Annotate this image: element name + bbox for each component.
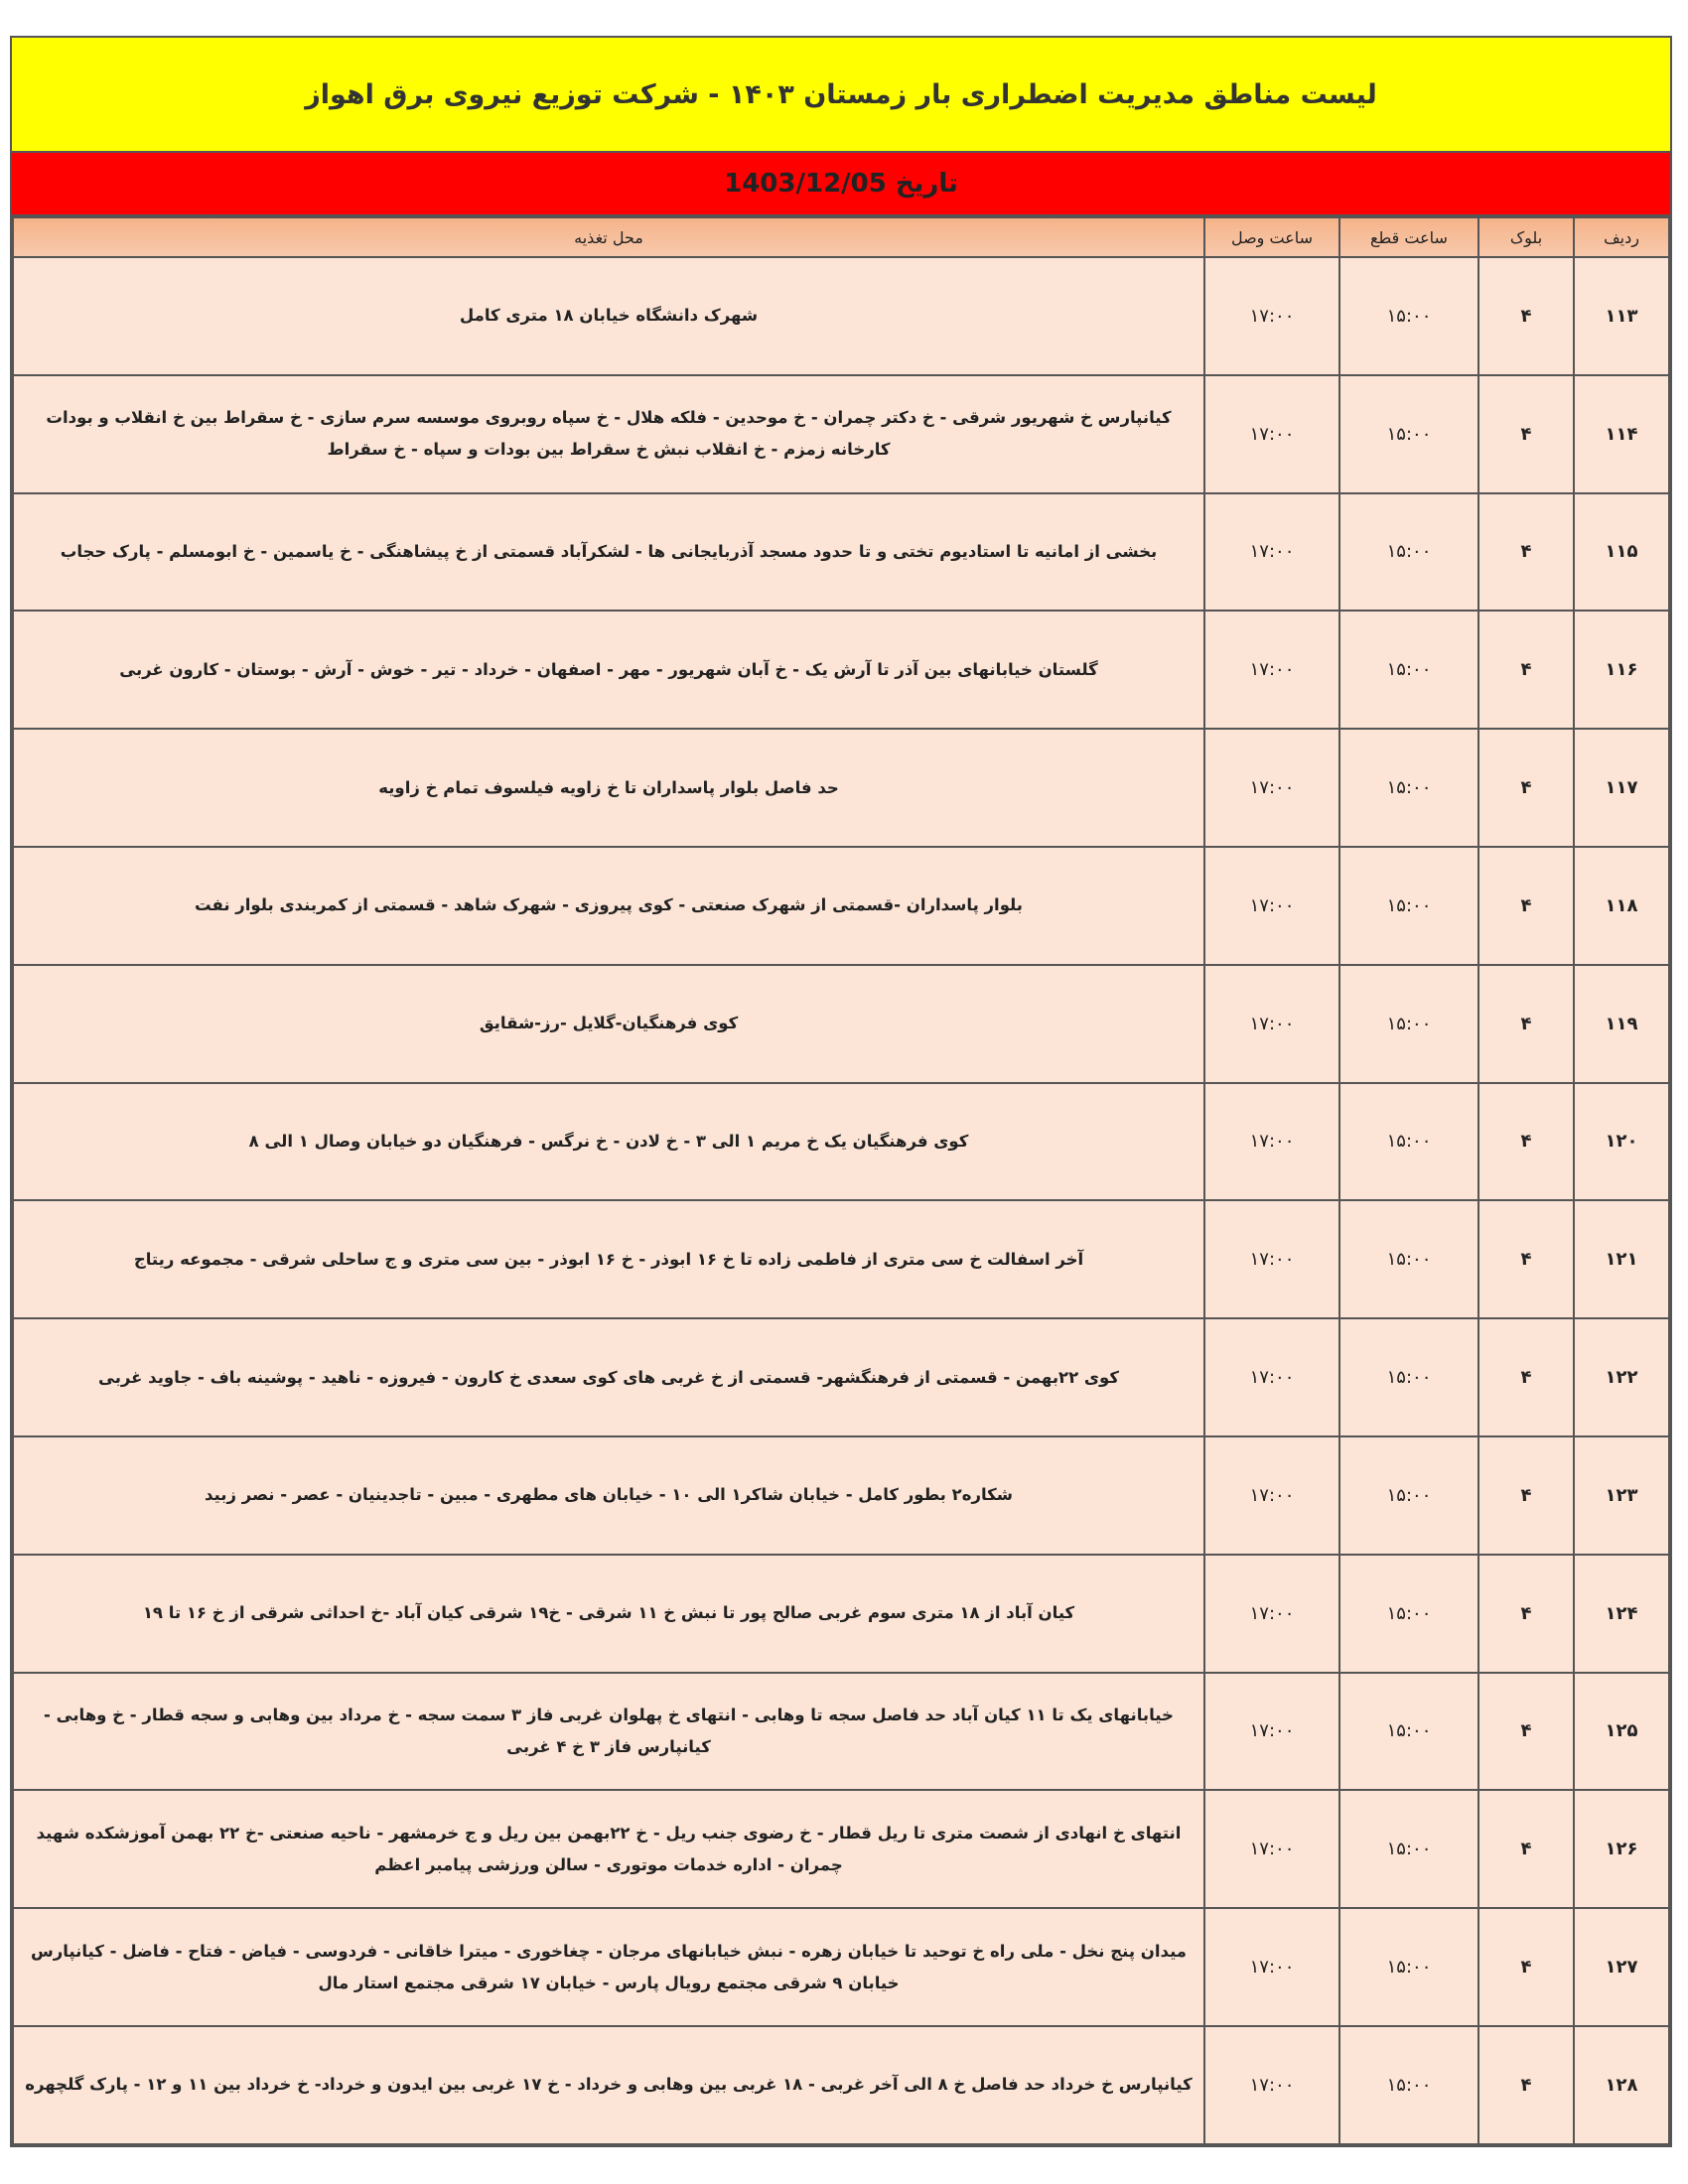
location-cell: کوی فرهنگیان یک خ مریم ۱ الی ۳ - خ لادن - خ نرگس - فرهنگیان دو خیابان وصال ۱ الی ۸ (13, 1083, 1204, 1201)
outage-sheet (10, 36, 1672, 2147)
block-cell: ۴ (1478, 257, 1574, 375)
table-row (13, 1200, 1669, 1318)
header-connect-time: ساعت وصل (1204, 217, 1339, 257)
connect-time-cell: ۱۷:۰۰ (1204, 1200, 1339, 1318)
connect-time-cell: ۱۷:۰۰ (1204, 1083, 1339, 1201)
connect-time-cell: ۱۷:۰۰ (1204, 729, 1339, 847)
cut-time-cell: ۱۵:۰۰ (1339, 1083, 1478, 1201)
cut-time-cell: ۱۵:۰۰ (1339, 729, 1478, 847)
cut-time-cell: ۱۵:۰۰ (1339, 1790, 1478, 1908)
row-number-cell: ۱۱۵ (1574, 493, 1669, 612)
header-row-number: ردیف (1574, 217, 1669, 257)
cut-time-cell: ۱۵:۰۰ (1339, 1908, 1478, 2026)
location-cell: کیان آباد از ۱۸ متری سوم غربی صالح پور تا نبش خ ۱۱ شرقی - خ۱۹ شرقی کیان آباد -خ احداثی شرقی از خ ۱۶ تا ۱۹ (13, 1555, 1204, 1673)
connect-time-cell: ۱۷:۰۰ (1204, 847, 1339, 965)
cut-time-cell: ۱۵:۰۰ (1339, 1555, 1478, 1673)
table-header-row (13, 217, 1669, 257)
table-row (13, 493, 1669, 612)
row-number-cell: ۱۱۹ (1574, 965, 1669, 1083)
block-cell: ۴ (1478, 375, 1574, 493)
block-cell: ۴ (1478, 2026, 1574, 2144)
row-number-cell: ۱۲۴ (1574, 1555, 1669, 1673)
connect-time-cell: ۱۷:۰۰ (1204, 493, 1339, 612)
block-cell: ۴ (1478, 1555, 1574, 1673)
connect-time-cell: ۱۷:۰۰ (1204, 1555, 1339, 1673)
block-cell: ۴ (1478, 847, 1574, 965)
location-cell: حد فاصل بلوار پاسداران تا خ زاویه فیلسوف تمام خ زاویه (13, 729, 1204, 847)
row-number-cell: ۱۲۱ (1574, 1200, 1669, 1318)
cut-time-cell: ۱۵:۰۰ (1339, 1200, 1478, 1318)
location-cell: کوی فرهنگیان-گلایل -رز-شقایق (13, 965, 1204, 1083)
cut-time-cell: ۱۵:۰۰ (1339, 1436, 1478, 1555)
table-row (13, 1555, 1669, 1673)
table-row (13, 257, 1669, 375)
table-row (13, 729, 1669, 847)
location-cell: بخشی از امانیه تا استادیوم تختی و تا حدود مسجد آذربایجانی ها - لشکرآباد قسمتی از خ پیشاهنگی - خ یاسمین - خ ابومسلم - پارک حجاب (13, 493, 1204, 612)
block-cell: ۴ (1478, 611, 1574, 729)
cut-time-cell: ۱۵:۰۰ (1339, 2026, 1478, 2144)
row-number-cell: ۱۱۸ (1574, 847, 1669, 965)
location-cell: شهرک دانشگاه خیابان ۱۸ متری کامل (13, 257, 1204, 375)
cut-time-cell: ۱۵:۰۰ (1339, 493, 1478, 612)
connect-time-cell: ۱۷:۰۰ (1204, 375, 1339, 493)
block-cell: ۴ (1478, 1200, 1574, 1318)
row-number-cell: ۱۲۲ (1574, 1318, 1669, 1436)
row-number-cell: ۱۲۳ (1574, 1436, 1669, 1555)
location-cell: شکاره۲ بطور کامل - خیابان شاکر۱ الی ۱۰ - خیابان های مطهری - مبین - تاجدینیان - عصر - نصر زبید (13, 1436, 1204, 1555)
header-block: بلوک (1478, 217, 1574, 257)
location-cell: کیانپارس خ شهریور شرقی - خ دکتر چمران - خ موحدین - فلکه هلال - خ سپاه روبروی موسسه سرم سازی - خ سقراط بین خ انقلاب و بودات کارخانه زمزم - خ انقلاب نبش خ سقراط بین بودات و سپاه - خ سقراط (13, 375, 1204, 493)
location-cell: بلوار پاسداران -قسمتی از شهرک صنعتی - کوی پیروزی - شهرک شاهد - قسمتی از کمربندی بلوار نفت (13, 847, 1204, 965)
location-cell: کوی ۲۲بهمن - قسمتی از فرهنگشهر- قسمتی از خ غربی های کوی سعدی خ کارون - فیروزه - ناهید - پوشینه باف - جاوید غربی (13, 1318, 1204, 1436)
connect-time-cell: ۱۷:۰۰ (1204, 1436, 1339, 1555)
table-row (13, 1083, 1669, 1201)
cut-time-cell: ۱۵:۰۰ (1339, 965, 1478, 1083)
table-row (13, 1673, 1669, 1791)
row-number-cell: ۱۲۸ (1574, 2026, 1669, 2144)
row-number-cell: ۱۱۶ (1574, 611, 1669, 729)
row-number-cell: ۱۲۵ (1574, 1673, 1669, 1791)
cut-time-cell: ۱۵:۰۰ (1339, 611, 1478, 729)
block-cell: ۴ (1478, 729, 1574, 847)
block-cell: ۴ (1478, 1673, 1574, 1791)
block-cell: ۴ (1478, 493, 1574, 612)
row-number-cell: ۱۲۷ (1574, 1908, 1669, 2026)
row-number-cell: ۱۱۴ (1574, 375, 1669, 493)
block-cell: ۴ (1478, 965, 1574, 1083)
table-row (13, 1436, 1669, 1555)
outage-table (12, 216, 1670, 2145)
row-number-cell: ۱۲۰ (1574, 1083, 1669, 1201)
cut-time-cell: ۱۵:۰۰ (1339, 1318, 1478, 1436)
connect-time-cell: ۱۷:۰۰ (1204, 611, 1339, 729)
connect-time-cell: ۱۷:۰۰ (1204, 1318, 1339, 1436)
header-cut-time: ساعت قطع (1339, 217, 1478, 257)
connect-time-cell: ۱۷:۰۰ (1204, 1908, 1339, 2026)
table-row (13, 1908, 1669, 2026)
block-cell: ۴ (1478, 1318, 1574, 1436)
block-cell: ۴ (1478, 1790, 1574, 1908)
cut-time-cell: ۱۵:۰۰ (1339, 847, 1478, 965)
connect-time-cell: ۱۷:۰۰ (1204, 257, 1339, 375)
cut-time-cell: ۱۵:۰۰ (1339, 375, 1478, 493)
table-row (13, 1318, 1669, 1436)
location-cell: میدان پنج نخل - ملی راه خ توحید تا خیابان زهره - نبش خیابانهای مرجان - چغاخوری - میترا خاقانی - فردوسی - فیاض - فتاح - فاضل - کیانپارس خیابان ۹ شرقی مجتمع رویال پارس - خیابان ۱۷ شرقی مجتمع استار مال (13, 1908, 1204, 2026)
table-row (13, 375, 1669, 493)
block-cell: ۴ (1478, 1436, 1574, 1555)
location-cell: کیانپارس خ خرداد حد فاصل خ ۸ الی آخر غربی - ۱۸ غربی بین وهابی و خرداد - خ ۱۷ غربی بین ایدون و خرداد- خ خرداد بین ۱۱ و ۱۲ - پارک گلچهره (13, 2026, 1204, 2144)
row-number-cell: ۱۱۷ (1574, 729, 1669, 847)
cut-time-cell: ۱۵:۰۰ (1339, 257, 1478, 375)
connect-time-cell: ۱۷:۰۰ (1204, 965, 1339, 1083)
location-cell: آخر اسفالت خ سی متری از فاطمی زاده تا خ ۱۶ ابوذر - خ ۱۶ ابوذر - بین سی متری و ج ساحلی شرقی - مجموعه ریتاج (13, 1200, 1204, 1318)
block-cell: ۴ (1478, 1908, 1574, 2026)
connect-time-cell: ۱۷:۰۰ (1204, 2026, 1339, 2144)
sheet-title: لیست مناطق مدیریت اضطراری بار زمستان ۱۴۰۳ - شرکت توزیع نیروی برق اهواز (12, 38, 1670, 153)
header-location: محل تغذیه (13, 217, 1204, 257)
location-cell: گلستان خیابانهای بین آذر تا آرش یک - خ آبان شهریور - مهر - اصفهان - خرداد - تیر - خوش - آرش - بوستان - کارون غربی (13, 611, 1204, 729)
block-cell: ۴ (1478, 1083, 1574, 1201)
table-row (13, 2026, 1669, 2144)
table-row (13, 847, 1669, 965)
row-number-cell: ۱۱۳ (1574, 257, 1669, 375)
location-cell: خیابانهای یک تا ۱۱ کیان آباد حد فاصل سجه تا وهابی - انتهای خ پهلوان غربی فاز ۳ سمت سجه - خ مرداد بین وهابی و سجه قطار - خ وهابی - کیانپارس فاز ۳ خ ۴ غربی (13, 1673, 1204, 1791)
table-row (13, 1790, 1669, 1908)
connect-time-cell: ۱۷:۰۰ (1204, 1790, 1339, 1908)
table-row (13, 611, 1669, 729)
sheet-date: تاریخ 1403/12/05 (12, 153, 1670, 216)
table-row (13, 965, 1669, 1083)
location-cell: انتهای خ انهادی از شصت متری تا ریل قطار - خ رضوی جنب ریل - خ ۲۲بهمن بین ریل و ج خرمشهر - ناحیه صنعتی -خ ۲۲ بهمن آموزشکده شهید چمران - اداره خدمات موتوری - سالن ورزشی پیامبر اعظم (13, 1790, 1204, 1908)
connect-time-cell: ۱۷:۰۰ (1204, 1673, 1339, 1791)
cut-time-cell: ۱۵:۰۰ (1339, 1673, 1478, 1791)
row-number-cell: ۱۲۶ (1574, 1790, 1669, 1908)
